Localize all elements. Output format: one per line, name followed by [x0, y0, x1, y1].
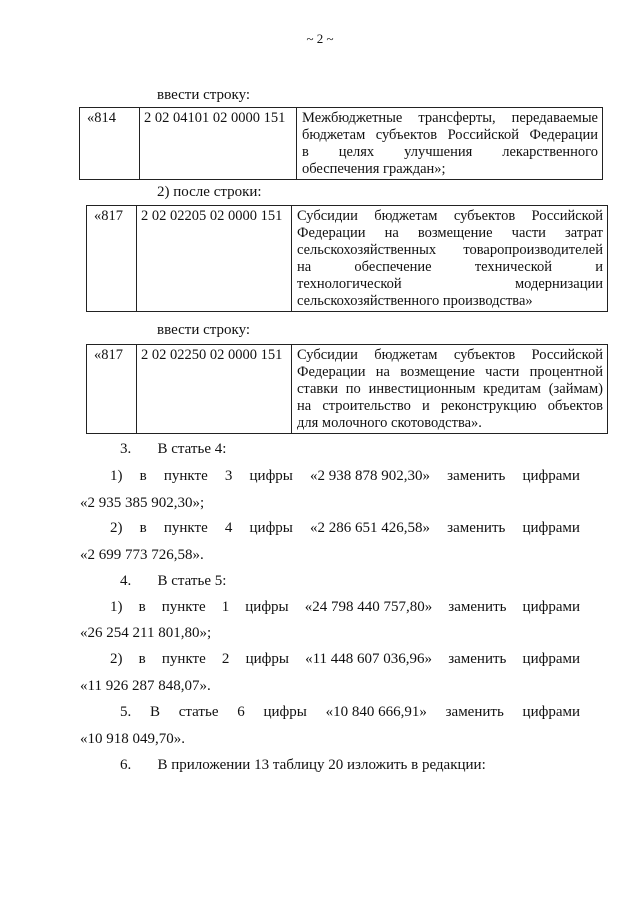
para-3-1	[110, 467, 580, 485]
desc-line: на строительство и реконструкцию объектов	[297, 398, 603, 414]
word: заменить	[448, 651, 507, 667]
block1-desc	[297, 108, 603, 180]
table-row	[80, 108, 603, 180]
word: «24 798 440 757,80»	[304, 599, 433, 615]
block1-code: «814	[80, 108, 140, 180]
desc-line: Федерации на возмещение части затрат	[297, 225, 603, 241]
block3-code: «817	[87, 345, 137, 434]
block3-table	[86, 344, 608, 434]
desc-line: ставки по инвестиционным кредитам (займам)	[297, 381, 603, 397]
para-5-cont: «10 918 049,70».	[80, 731, 185, 747]
block1-intro: ввести строку:	[157, 87, 251, 103]
word: 1)	[110, 468, 123, 484]
word: цифрами	[522, 651, 580, 667]
word: цифры	[245, 651, 289, 667]
para-5	[120, 703, 580, 721]
para-3-2	[110, 519, 580, 537]
word: заменить	[447, 468, 506, 484]
word: цифрами	[522, 704, 580, 720]
table-row	[87, 206, 608, 312]
word: в	[139, 468, 147, 484]
word: цифрами	[522, 599, 580, 615]
desc-line: Федерации на возмещение части процентной	[297, 364, 603, 380]
word: «2 938 878 902,30»	[310, 468, 431, 484]
block1-kbk: 2 02 04101 02 0000 151	[140, 108, 297, 180]
word: В	[150, 704, 161, 720]
word: заменить	[447, 520, 506, 536]
desc-line: бюджетам субъектов Российской Федерации	[302, 127, 598, 143]
para-3-heading: 3. В статье 4:	[120, 441, 227, 457]
para-4-2-cont: «11 926 287 848,07».	[80, 678, 211, 694]
block2-code: «817	[87, 206, 137, 312]
word: «2 286 651 426,58»	[310, 520, 431, 536]
word: «11 448 607 036,96»	[305, 651, 433, 667]
word: 2)	[110, 651, 123, 667]
para-4-1	[110, 598, 580, 616]
word: 1	[221, 599, 230, 615]
block3-kbk: 2 02 02250 02 0000 151	[137, 345, 292, 434]
word: 4	[224, 520, 233, 536]
word: в	[138, 651, 146, 667]
word: 2	[221, 651, 230, 667]
word: цифры	[263, 704, 307, 720]
desc-line: Межбюджетные трансферты, передаваемые	[302, 110, 598, 126]
word: 2)	[110, 520, 123, 536]
word: пункте	[163, 520, 208, 536]
desc-line: на обеспечение технической и	[297, 259, 603, 275]
para-3-2-cont: «2 699 773 726,58».	[80, 547, 204, 563]
block2-desc	[292, 206, 608, 312]
table-row	[87, 345, 608, 434]
word: цифрами	[522, 468, 580, 484]
block2-intro: 2) после строки:	[157, 184, 262, 200]
desc-line: в целях улучшения лекарственного	[302, 144, 598, 160]
block3-desc	[292, 345, 608, 434]
word: 6	[237, 704, 245, 720]
word: 3	[224, 468, 233, 484]
block2-kbk: 2 02 02205 02 0000 151	[137, 206, 292, 312]
word: 5.	[120, 704, 132, 720]
block2-table	[86, 205, 608, 312]
desc-line: Субсидии бюджетам субъектов Российской	[297, 347, 603, 363]
para-4-1-cont: «26 254 211 801,80»;	[80, 625, 212, 641]
desc-line: сельскохозяйственного производства»	[297, 293, 533, 309]
word: пункте	[163, 468, 208, 484]
word: цифры	[249, 520, 293, 536]
word: цифры	[245, 599, 289, 615]
word: пункте	[161, 651, 206, 667]
word: статье	[178, 704, 219, 720]
desc-line: Субсидии бюджетам субъектов Российской	[297, 208, 603, 224]
desc-line: обеспечения граждан»;	[302, 161, 446, 177]
para-3-1-cont: «2 935 385 902,30»;	[80, 495, 205, 511]
word: 1)	[110, 599, 123, 615]
word: заменить	[448, 599, 507, 615]
block3-intro: ввести строку:	[157, 322, 251, 338]
word: цифры	[249, 468, 293, 484]
word: в	[138, 599, 146, 615]
desc-line: для молочного скотоводства».	[297, 415, 482, 431]
word: заменить	[445, 704, 504, 720]
para-4-heading: 4. В статье 5:	[120, 573, 227, 589]
page-number: ~ 2 ~	[306, 31, 334, 46]
desc-line: сельскохозяйственных товаропроизводителей	[297, 242, 603, 258]
word: в	[139, 520, 147, 536]
para-4-2	[110, 650, 580, 668]
block1-table	[79, 107, 603, 180]
word: цифрами	[522, 520, 580, 536]
para-6: 6. В приложении 13 таблицу 20 изложить в редакции:	[120, 757, 486, 773]
desc-line: технологической модернизации	[297, 276, 603, 292]
word: «10 840 666,91»	[325, 704, 427, 720]
word: пункте	[161, 599, 206, 615]
